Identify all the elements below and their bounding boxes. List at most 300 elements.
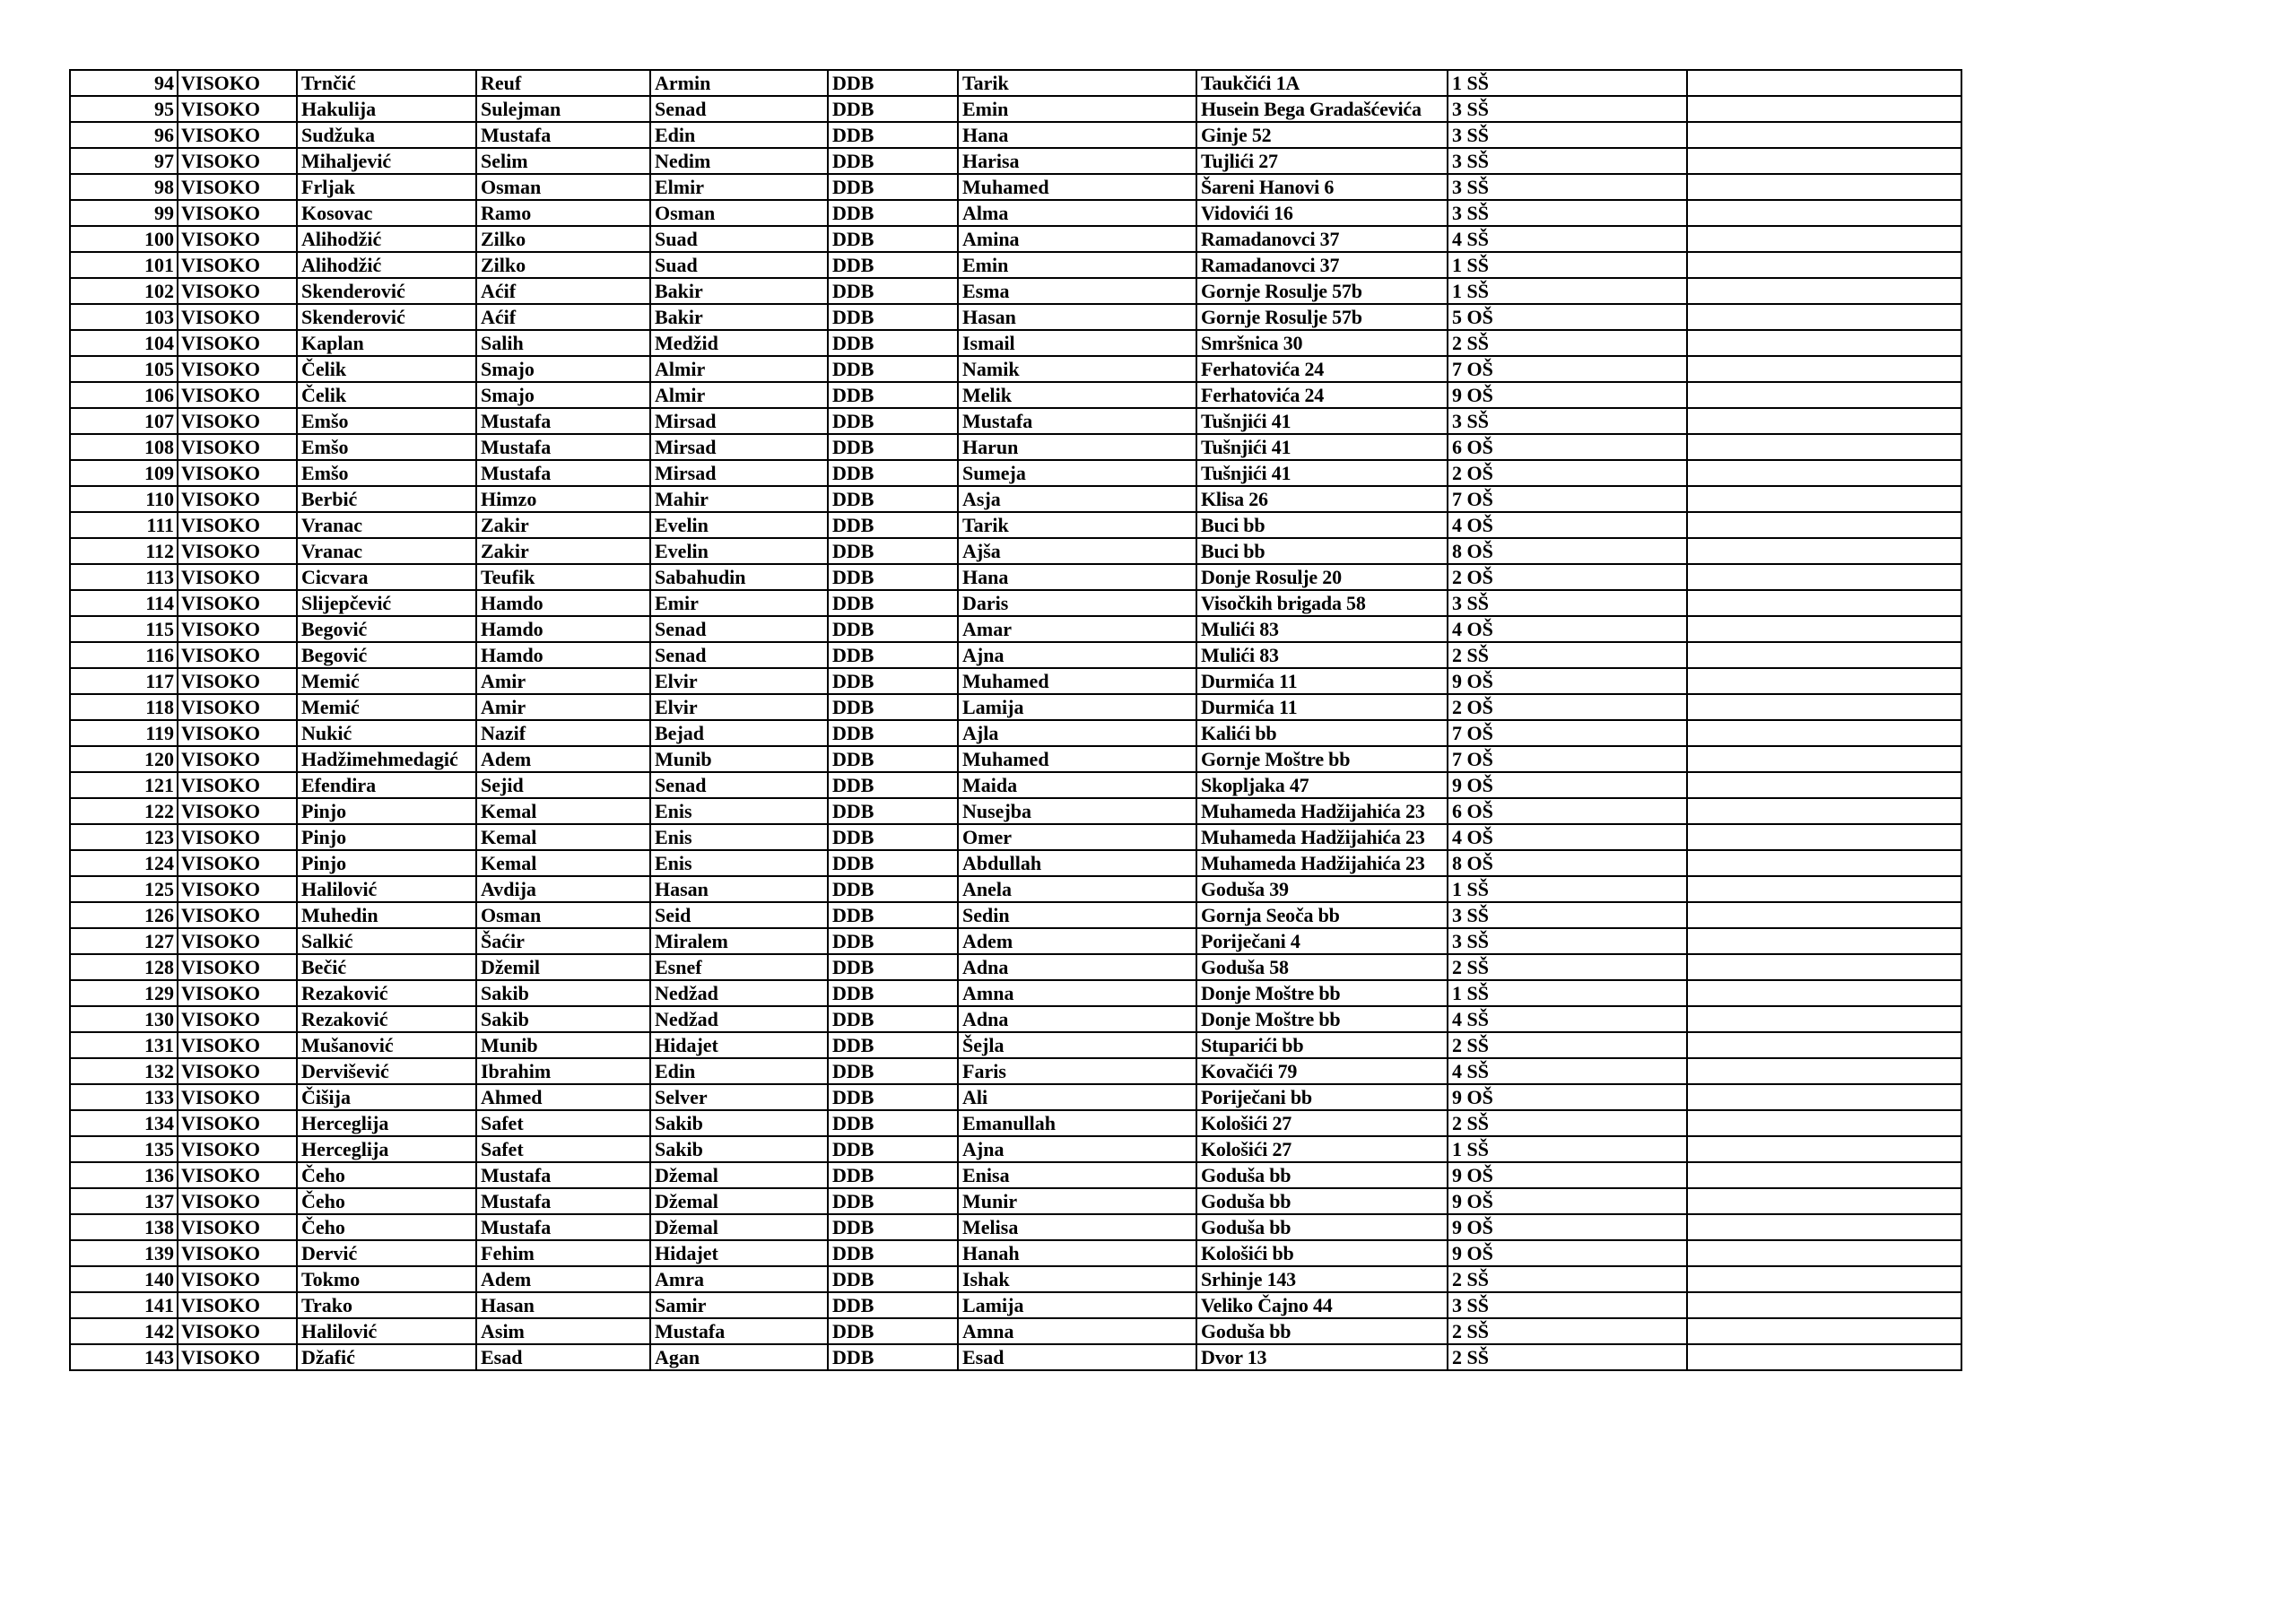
grade-cell: 2 SŠ xyxy=(1448,330,1687,356)
child-name-cell: Hasan xyxy=(958,304,1196,330)
guardian-name-cell: Almir xyxy=(650,382,828,408)
guardian-name-cell: Edin xyxy=(650,122,828,148)
table-row xyxy=(70,382,1961,408)
table-row xyxy=(70,824,1961,850)
row-number-cell: 128 xyxy=(70,954,178,980)
parent-name-cell: Avdija xyxy=(476,876,650,902)
note-cell xyxy=(1687,1292,1961,1318)
address-cell: Goduša bb xyxy=(1196,1188,1448,1214)
grade-cell: 8 OŠ xyxy=(1448,538,1687,564)
grade-cell: 2 SŠ xyxy=(1448,1344,1687,1370)
table-row xyxy=(70,304,1961,330)
row-number-cell: 122 xyxy=(70,798,178,824)
organization-cell: DDB xyxy=(828,200,958,226)
organization-cell: DDB xyxy=(828,564,958,590)
address-cell: Srhinje 143 xyxy=(1196,1266,1448,1292)
organization-cell: DDB xyxy=(828,1136,958,1162)
child-name-cell: Hana xyxy=(958,122,1196,148)
grade-cell: 3 SŠ xyxy=(1448,122,1687,148)
surname-cell: Čelik xyxy=(297,382,476,408)
child-name-cell: Nusejba xyxy=(958,798,1196,824)
child-name-cell: Adna xyxy=(958,1006,1196,1032)
guardian-name-cell: Munib xyxy=(650,746,828,772)
child-name-cell: Ajna xyxy=(958,642,1196,668)
parent-name-cell: Sakib xyxy=(476,980,650,1006)
address-cell: Mulići 83 xyxy=(1196,642,1448,668)
row-number-cell: 134 xyxy=(70,1110,178,1136)
child-name-cell: Ajla xyxy=(958,720,1196,746)
city-cell: VISOKO xyxy=(178,148,297,174)
grade-cell: 2 SŠ xyxy=(1448,642,1687,668)
organization-cell: DDB xyxy=(828,538,958,564)
surname-cell: Hakulija xyxy=(297,96,476,122)
address-cell: Gornje Moštre bb xyxy=(1196,746,1448,772)
table-row xyxy=(70,512,1961,538)
table-row xyxy=(70,746,1961,772)
parent-name-cell: Esad xyxy=(476,1344,650,1370)
organization-cell: DDB xyxy=(828,278,958,304)
row-number-cell: 141 xyxy=(70,1292,178,1318)
row-number-cell: 102 xyxy=(70,278,178,304)
address-cell: Buci bb xyxy=(1196,512,1448,538)
organization-cell: DDB xyxy=(828,252,958,278)
child-name-cell: Harun xyxy=(958,434,1196,460)
organization-cell: DDB xyxy=(828,1162,958,1188)
address-cell: Mulići 83 xyxy=(1196,616,1448,642)
grade-cell: 2 SŠ xyxy=(1448,1110,1687,1136)
row-number-cell: 125 xyxy=(70,876,178,902)
city-cell: VISOKO xyxy=(178,1110,297,1136)
surname-cell: Skenderović xyxy=(297,278,476,304)
grade-cell: 3 SŠ xyxy=(1448,902,1687,928)
surname-cell: Mihaljević xyxy=(297,148,476,174)
row-number-cell: 113 xyxy=(70,564,178,590)
note-cell xyxy=(1687,1058,1961,1084)
note-cell xyxy=(1687,954,1961,980)
parent-name-cell: Zilko xyxy=(476,252,650,278)
row-number-cell: 103 xyxy=(70,304,178,330)
parent-name-cell: Zakir xyxy=(476,512,650,538)
address-cell: Donje Rosulje 20 xyxy=(1196,564,1448,590)
guardian-name-cell: Seid xyxy=(650,902,828,928)
city-cell: VISOKO xyxy=(178,278,297,304)
child-name-cell: Munir xyxy=(958,1188,1196,1214)
grade-cell: 1 SŠ xyxy=(1448,278,1687,304)
row-number-cell: 138 xyxy=(70,1214,178,1240)
note-cell xyxy=(1687,694,1961,720)
surname-cell: Herceglija xyxy=(297,1136,476,1162)
child-name-cell: Muhamed xyxy=(958,746,1196,772)
parent-name-cell: Aćif xyxy=(476,278,650,304)
row-number-cell: 127 xyxy=(70,928,178,954)
address-cell: Buci bb xyxy=(1196,538,1448,564)
surname-cell: Čišija xyxy=(297,1084,476,1110)
child-name-cell: Anela xyxy=(958,876,1196,902)
parent-name-cell: Mustafa xyxy=(476,122,650,148)
child-name-cell: Enisa xyxy=(958,1162,1196,1188)
table-row xyxy=(70,1240,1961,1266)
surname-cell: Pinjo xyxy=(297,850,476,876)
surname-cell: Begović xyxy=(297,642,476,668)
grade-cell: 2 OŠ xyxy=(1448,694,1687,720)
address-cell: Durmića 11 xyxy=(1196,668,1448,694)
parent-name-cell: Hasan xyxy=(476,1292,650,1318)
guardian-name-cell: Bejad xyxy=(650,720,828,746)
grade-cell: 3 SŠ xyxy=(1448,1292,1687,1318)
organization-cell: DDB xyxy=(828,122,958,148)
organization-cell: DDB xyxy=(828,434,958,460)
surname-cell: Bečić xyxy=(297,954,476,980)
guardian-name-cell: Elvir xyxy=(650,668,828,694)
grade-cell: 2 OŠ xyxy=(1448,564,1687,590)
table-row xyxy=(70,1058,1961,1084)
grade-cell: 9 OŠ xyxy=(1448,668,1687,694)
table-row xyxy=(70,1266,1961,1292)
grade-cell: 1 SŠ xyxy=(1448,252,1687,278)
table-row xyxy=(70,1136,1961,1162)
grade-cell: 9 OŠ xyxy=(1448,1084,1687,1110)
child-name-cell: Hanah xyxy=(958,1240,1196,1266)
surname-cell: Vranac xyxy=(297,512,476,538)
address-cell: Tušnjići 41 xyxy=(1196,434,1448,460)
organization-cell: DDB xyxy=(828,70,958,96)
surname-cell: Pinjo xyxy=(297,798,476,824)
parent-name-cell: Mustafa xyxy=(476,434,650,460)
note-cell xyxy=(1687,1318,1961,1344)
table-row xyxy=(70,590,1961,616)
address-cell: Muhameda Hadžijahića 23 xyxy=(1196,850,1448,876)
organization-cell: DDB xyxy=(828,382,958,408)
organization-cell: DDB xyxy=(828,356,958,382)
guardian-name-cell: Suad xyxy=(650,226,828,252)
table-row xyxy=(70,252,1961,278)
note-cell xyxy=(1687,96,1961,122)
table-row xyxy=(70,330,1961,356)
table-row xyxy=(70,278,1961,304)
city-cell: VISOKO xyxy=(178,850,297,876)
surname-cell: Čeho xyxy=(297,1188,476,1214)
row-number-cell: 143 xyxy=(70,1344,178,1370)
address-cell: Smršnica 30 xyxy=(1196,330,1448,356)
grade-cell: 7 OŠ xyxy=(1448,746,1687,772)
surname-cell: Pinjo xyxy=(297,824,476,850)
address-cell: Muhameda Hadžijahića 23 xyxy=(1196,798,1448,824)
guardian-name-cell: Agan xyxy=(650,1344,828,1370)
note-cell xyxy=(1687,122,1961,148)
city-cell: VISOKO xyxy=(178,408,297,434)
surname-cell: Čelik xyxy=(297,356,476,382)
surname-cell: Hadžimehmedagić xyxy=(297,746,476,772)
organization-cell: DDB xyxy=(828,902,958,928)
grade-cell: 9 OŠ xyxy=(1448,1188,1687,1214)
guardian-name-cell: Enis xyxy=(650,850,828,876)
grade-cell: 3 SŠ xyxy=(1448,200,1687,226)
surname-cell: Emšo xyxy=(297,408,476,434)
table-row xyxy=(70,1032,1961,1058)
surname-cell: Mušanović xyxy=(297,1032,476,1058)
row-number-cell: 123 xyxy=(70,824,178,850)
parent-name-cell: Mustafa xyxy=(476,1162,650,1188)
address-cell: Stuparići bb xyxy=(1196,1032,1448,1058)
organization-cell: DDB xyxy=(828,1266,958,1292)
surname-cell: Rezaković xyxy=(297,1006,476,1032)
organization-cell: DDB xyxy=(828,668,958,694)
organization-cell: DDB xyxy=(828,772,958,798)
parent-name-cell: Ramo xyxy=(476,200,650,226)
row-number-cell: 136 xyxy=(70,1162,178,1188)
address-cell: Ferhatovića 24 xyxy=(1196,382,1448,408)
row-number-cell: 133 xyxy=(70,1084,178,1110)
parent-name-cell: Selim xyxy=(476,148,650,174)
parent-name-cell: Sulejman xyxy=(476,96,650,122)
grade-cell: 4 SŠ xyxy=(1448,226,1687,252)
parent-name-cell: Hamdo xyxy=(476,590,650,616)
note-cell xyxy=(1687,226,1961,252)
guardian-name-cell: Mustafa xyxy=(650,1318,828,1344)
parent-name-cell: Safet xyxy=(476,1110,650,1136)
child-name-cell: Adna xyxy=(958,954,1196,980)
address-cell: Goduša bb xyxy=(1196,1318,1448,1344)
organization-cell: DDB xyxy=(828,694,958,720)
city-cell: VISOKO xyxy=(178,1240,297,1266)
note-cell xyxy=(1687,668,1961,694)
row-number-cell: 111 xyxy=(70,512,178,538)
city-cell: VISOKO xyxy=(178,486,297,512)
note-cell xyxy=(1687,200,1961,226)
guardian-name-cell: Edin xyxy=(650,1058,828,1084)
note-cell xyxy=(1687,1006,1961,1032)
parent-name-cell: Zilko xyxy=(476,226,650,252)
surname-cell: Trnčić xyxy=(297,70,476,96)
guardian-name-cell: Medžid xyxy=(650,330,828,356)
city-cell: VISOKO xyxy=(178,564,297,590)
address-cell: Ramadanovci 37 xyxy=(1196,252,1448,278)
surname-cell: Dervišević xyxy=(297,1058,476,1084)
city-cell: VISOKO xyxy=(178,1136,297,1162)
guardian-name-cell: Osman xyxy=(650,200,828,226)
note-cell xyxy=(1687,382,1961,408)
table-row xyxy=(70,798,1961,824)
address-cell: Ginje 52 xyxy=(1196,122,1448,148)
surname-cell: Begović xyxy=(297,616,476,642)
address-cell: Tušnjići 41 xyxy=(1196,408,1448,434)
records-table xyxy=(69,69,1962,1371)
note-cell xyxy=(1687,486,1961,512)
parent-name-cell: Kemal xyxy=(476,824,650,850)
parent-name-cell: Šaćir xyxy=(476,928,650,954)
city-cell: VISOKO xyxy=(178,824,297,850)
child-name-cell: Melisa xyxy=(958,1214,1196,1240)
child-name-cell: Amina xyxy=(958,226,1196,252)
surname-cell: Čeho xyxy=(297,1162,476,1188)
note-cell xyxy=(1687,330,1961,356)
child-name-cell: Ishak xyxy=(958,1266,1196,1292)
child-name-cell: Muhamed xyxy=(958,668,1196,694)
row-number-cell: 109 xyxy=(70,460,178,486)
parent-name-cell: Adem xyxy=(476,746,650,772)
child-name-cell: Omer xyxy=(958,824,1196,850)
child-name-cell: Lamija xyxy=(958,1292,1196,1318)
address-cell: Gornje Rosulje 57b xyxy=(1196,278,1448,304)
organization-cell: DDB xyxy=(828,824,958,850)
city-cell: VISOKO xyxy=(178,590,297,616)
organization-cell: DDB xyxy=(828,616,958,642)
address-cell: Gornja Seoča bb xyxy=(1196,902,1448,928)
grade-cell: 1 SŠ xyxy=(1448,70,1687,96)
child-name-cell: Lamija xyxy=(958,694,1196,720)
note-cell xyxy=(1687,928,1961,954)
city-cell: VISOKO xyxy=(178,512,297,538)
city-cell: VISOKO xyxy=(178,304,297,330)
city-cell: VISOKO xyxy=(178,798,297,824)
organization-cell: DDB xyxy=(828,1110,958,1136)
guardian-name-cell: Nedžad xyxy=(650,1006,828,1032)
child-name-cell: Melik xyxy=(958,382,1196,408)
address-cell: Ferhatovića 24 xyxy=(1196,356,1448,382)
parent-name-cell: Fehim xyxy=(476,1240,650,1266)
row-number-cell: 120 xyxy=(70,746,178,772)
organization-cell: DDB xyxy=(828,590,958,616)
row-number-cell: 110 xyxy=(70,486,178,512)
address-cell: Durmića 11 xyxy=(1196,694,1448,720)
note-cell xyxy=(1687,1084,1961,1110)
parent-name-cell: Teufik xyxy=(476,564,650,590)
guardian-name-cell: Sabahudin xyxy=(650,564,828,590)
note-cell xyxy=(1687,1188,1961,1214)
address-cell: Kološići bb xyxy=(1196,1240,1448,1266)
guardian-name-cell: Sakib xyxy=(650,1136,828,1162)
guardian-name-cell: Esnef xyxy=(650,954,828,980)
surname-cell: Alihodžić xyxy=(297,252,476,278)
surname-cell: Salkić xyxy=(297,928,476,954)
table-row xyxy=(70,226,1961,252)
guardian-name-cell: Emir xyxy=(650,590,828,616)
parent-name-cell: Salih xyxy=(476,330,650,356)
parent-name-cell: Himzo xyxy=(476,486,650,512)
city-cell: VISOKO xyxy=(178,772,297,798)
note-cell xyxy=(1687,980,1961,1006)
guardian-name-cell: Mirsad xyxy=(650,434,828,460)
grade-cell: 7 OŠ xyxy=(1448,486,1687,512)
city-cell: VISOKO xyxy=(178,1214,297,1240)
table-row xyxy=(70,200,1961,226)
table-row xyxy=(70,1006,1961,1032)
organization-cell: DDB xyxy=(828,928,958,954)
guardian-name-cell: Mahir xyxy=(650,486,828,512)
organization-cell: DDB xyxy=(828,1084,958,1110)
table-row xyxy=(70,980,1961,1006)
city-cell: VISOKO xyxy=(178,1058,297,1084)
table-row xyxy=(70,1162,1961,1188)
row-number-cell: 119 xyxy=(70,720,178,746)
grade-cell: 2 SŠ xyxy=(1448,954,1687,980)
organization-cell: DDB xyxy=(828,1240,958,1266)
note-cell xyxy=(1687,564,1961,590)
city-cell: VISOKO xyxy=(178,174,297,200)
table-row xyxy=(70,876,1961,902)
table-row xyxy=(70,538,1961,564)
note-cell xyxy=(1687,148,1961,174)
parent-name-cell: Mustafa xyxy=(476,408,650,434)
surname-cell: Memić xyxy=(297,694,476,720)
note-cell xyxy=(1687,512,1961,538)
surname-cell: Berbić xyxy=(297,486,476,512)
city-cell: VISOKO xyxy=(178,70,297,96)
row-number-cell: 118 xyxy=(70,694,178,720)
organization-cell: DDB xyxy=(828,642,958,668)
organization-cell: DDB xyxy=(828,1032,958,1058)
table-row xyxy=(70,954,1961,980)
city-cell: VISOKO xyxy=(178,252,297,278)
note-cell xyxy=(1687,720,1961,746)
table-row xyxy=(70,356,1961,382)
parent-name-cell: Džemil xyxy=(476,954,650,980)
city-cell: VISOKO xyxy=(178,876,297,902)
address-cell: Tujlići 27 xyxy=(1196,148,1448,174)
note-cell xyxy=(1687,1240,1961,1266)
guardian-name-cell: Armin xyxy=(650,70,828,96)
parent-name-cell: Amir xyxy=(476,694,650,720)
organization-cell: DDB xyxy=(828,1344,958,1370)
row-number-cell: 142 xyxy=(70,1318,178,1344)
guardian-name-cell: Enis xyxy=(650,798,828,824)
row-number-cell: 139 xyxy=(70,1240,178,1266)
organization-cell: DDB xyxy=(828,1214,958,1240)
table-row xyxy=(70,486,1961,512)
table-row xyxy=(70,850,1961,876)
guardian-name-cell: Senad xyxy=(650,96,828,122)
city-cell: VISOKO xyxy=(178,902,297,928)
city-cell: VISOKO xyxy=(178,1188,297,1214)
address-cell: Goduša 39 xyxy=(1196,876,1448,902)
row-number-cell: 140 xyxy=(70,1266,178,1292)
city-cell: VISOKO xyxy=(178,980,297,1006)
surname-cell: Džafić xyxy=(297,1344,476,1370)
surname-cell: Vranac xyxy=(297,538,476,564)
note-cell xyxy=(1687,1162,1961,1188)
child-name-cell: Emin xyxy=(958,96,1196,122)
city-cell: VISOKO xyxy=(178,954,297,980)
table-row xyxy=(70,408,1961,434)
grade-cell: 2 SŠ xyxy=(1448,1318,1687,1344)
child-name-cell: Ali xyxy=(958,1084,1196,1110)
note-cell xyxy=(1687,1344,1961,1370)
surname-cell: Sudžuka xyxy=(297,122,476,148)
address-cell: Klisa 26 xyxy=(1196,486,1448,512)
table-row xyxy=(70,1318,1961,1344)
parent-name-cell: Hamdo xyxy=(476,642,650,668)
address-cell: Kalići bb xyxy=(1196,720,1448,746)
note-cell xyxy=(1687,174,1961,200)
surname-cell: Alihodžić xyxy=(297,226,476,252)
parent-name-cell: Kemal xyxy=(476,798,650,824)
table-row xyxy=(70,1188,1961,1214)
note-cell xyxy=(1687,434,1961,460)
address-cell: Kološići 27 xyxy=(1196,1136,1448,1162)
child-name-cell: Ajna xyxy=(958,1136,1196,1162)
guardian-name-cell: Hasan xyxy=(650,876,828,902)
city-cell: VISOKO xyxy=(178,928,297,954)
child-name-cell: Muhamed xyxy=(958,174,1196,200)
child-name-cell: Sedin xyxy=(958,902,1196,928)
grade-cell: 3 SŠ xyxy=(1448,174,1687,200)
table-row xyxy=(70,668,1961,694)
city-cell: VISOKO xyxy=(178,642,297,668)
row-number-cell: 131 xyxy=(70,1032,178,1058)
surname-cell: Nukić xyxy=(297,720,476,746)
guardian-name-cell: Samir xyxy=(650,1292,828,1318)
note-cell xyxy=(1687,1266,1961,1292)
